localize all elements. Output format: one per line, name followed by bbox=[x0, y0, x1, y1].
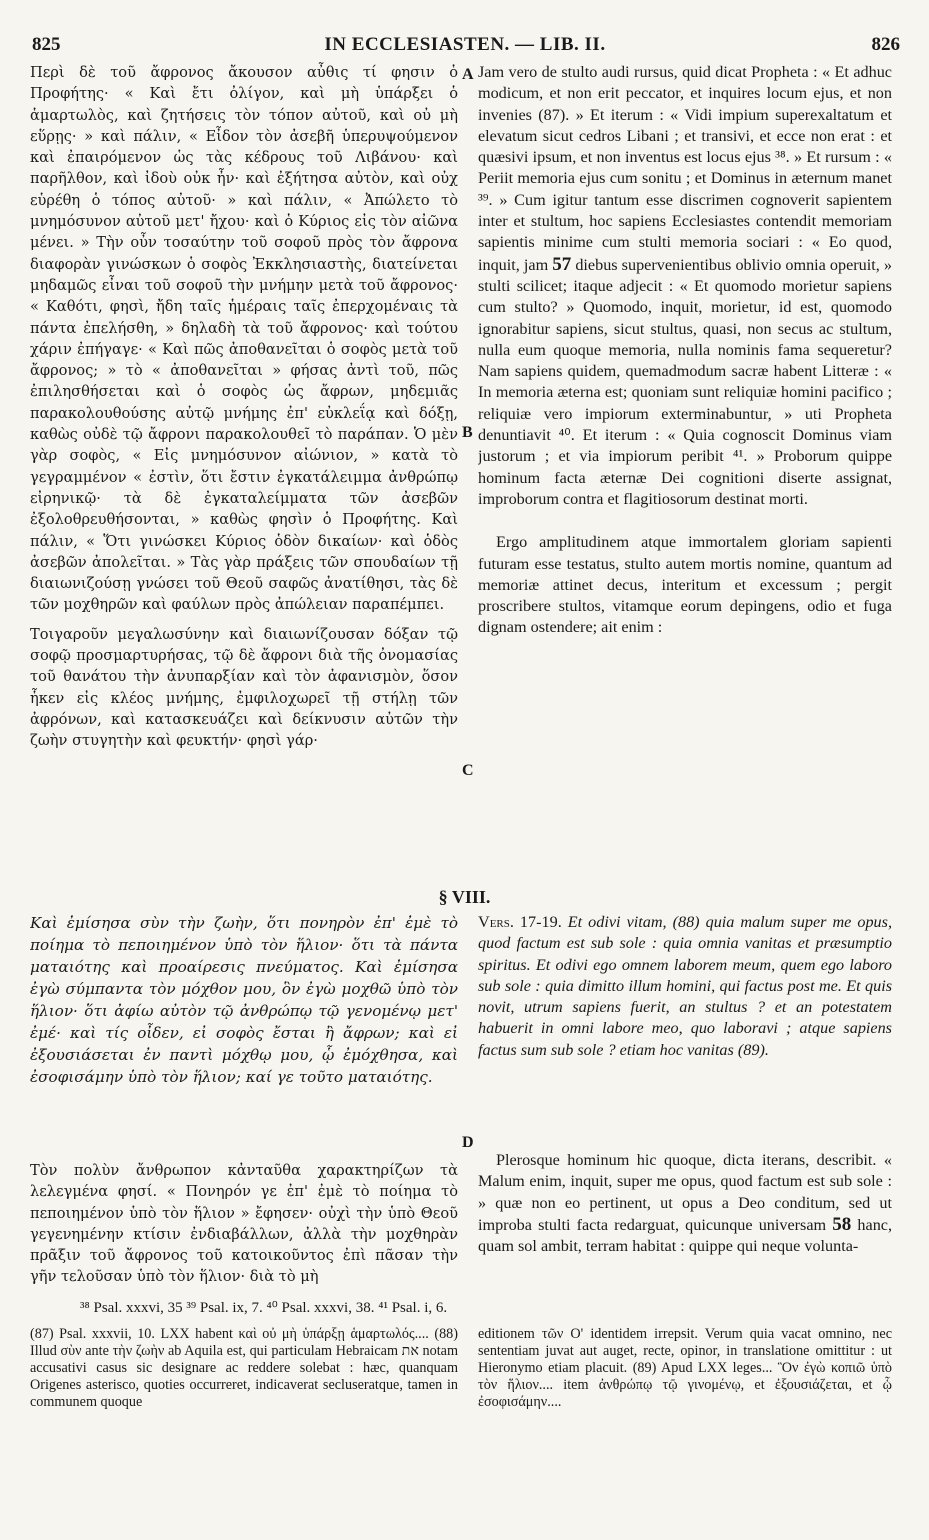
verse-text: Et odivi vitam, (88) quia malum super me opus, quod factum est sub sole : quia omnia vanitas et præsumptio spiritus. Et odivi ego omnem laborem meum, quem ego laboro sub sole : quia dimitto illum homini, qui factus post me. Et quis novit, utrum sapiens fuerit, an stultus ? et an potestatem habuerit in omni labore meo, quo laboravi ; atque sapiens factus sum sub sole ? etiam hoc vanitas (89). bbox=[478, 913, 892, 1059]
greek-commentary-bottom: Τὸν πολὺν ἄνθρωπον κἀνταῦθα χαρακτηρίζων τὰ λελεγμένα φησί. « Πονηρόν γε ἐπ' ἐμὲ τὸ ποίημα τὸ πεποιημένον ὑπὸ τὸν ἥλιον » ἔφησεν· οὐχὶ τὴν ὑπὸ Θεοῦ γεγενημένην κτίσιν ἐνδιαβάλλων, ἀλλὰ τὴν μοχθηρὰν πρᾶξιν τοῦ ἄφρονος τοῦ κατοικοῦντος ἐπὶ πᾶσαν τὴν γῆν τελοῦσαν ὑπὸ τὸν ἥλιον· διὰ τὸ μὴ bbox=[30, 1162, 458, 1286]
greek-paragraph: Τοιγαροῦν μεγαλωσύνην καὶ διαιωνίζουσαν δόξαν τῷ σοφῷ προσμαρτυρήσας, τῷ δὲ ἄφρονι διὰ τῆς ὀνομασίας τοῦ θανάτου τὴν ἀνυπαρξίαν καὶ τὸν ἀφανισμὸν, ὅσον ἧκεν εἰς κλέος μνήμης, ἐμφιλοχωρεῖ τῇ στήλῃ τῶν ἀφρόνων, καὶ κατασκευάζει καὶ δείκνυσιν αὐτῶν τὴν ζωὴν στυγητὴν καὶ φευκτήν· φησὶ γάρ· bbox=[30, 625, 458, 750]
editorial-notes-right: editionem τῶν Ο' identidem irrepsit. Verum quia vacat omnino, nec sententiam juvat aut auget, recte, opinor, in translatione omittitur : ut Hieronymo etiam placuit. (89) Apud LXX leges... Ὃν ἐγὼ κοπιῶ ὑπὸ τὸν ἥλιον.... item ἀνθρώπῳ τῷ γινομένῳ, et ἐξουσιάζεται, et ᾧ ἐσοφισάμην.... bbox=[478, 1326, 892, 1410]
editorial-notes-left: (87) Psal. xxxvii, 10. LXX habent καὶ οὐ μὴ ὑπάρξῃ ἁμαρτωλός.... (88) Illud σὺν ante τὴν ζωὴν ab Aquila est, qui particulam Hebraicam את notam accusativi casus sic designare ac reddere solebat : hæc, quanquam Origenes asterisco, quoties occurreret, indicaverat secluseratque, tamen in communem quoque bbox=[30, 1326, 458, 1410]
latin-column-top bbox=[478, 62, 892, 882]
greek-column-top bbox=[30, 62, 458, 882]
section-heading: § VIII. bbox=[438, 887, 491, 907]
greek-verse: Καὶ ἐμίσησα σὺν τὴν ζωὴν, ὅτι πονηρὸν ἐπ' ἐμὲ τὸ ποίημα τὸ πεποιημένον ὑπὸ τὸν ἥλιον· ὅτι τὰ πάντα ματαιότης καὶ προαίρεσις πνεύματος. Καὶ ἐμίσησα ἐγὼ σύμπαντα τὸν μόχθον μου, ὃν ἐγὼ μοχθῶ ὑπὸ τὸν ἥλιον· ὅτι ἀφίω αὐτὸν τῷ ἀνθρώπῳ τῷ γενομένῳ μετ' ἐμέ· καὶ τίς οἶδεν, εἰ σοφὸς ἔσται ἢ ἄφρων; καὶ εἰ ἐξουσιάσεται ἐν παντὶ μόχθῳ μου, ᾧ ἐμόχθησα, καὶ ἐσοφισάμην ὑπὸ τὸν ἥλιον; καί γε τοῦτο ματαιότης. bbox=[30, 914, 458, 1086]
page-number-right: 826 bbox=[871, 34, 900, 55]
scripture-references: ³⁸ Psal. xxxvi, 35 ³⁹ Psal. ix, 7. ⁴⁰ Psal. xxxvi, 38. ⁴¹ Psal. i, 6. bbox=[80, 1300, 448, 1316]
column-number: 58 bbox=[832, 1213, 852, 1235]
column-number: 57 bbox=[552, 253, 572, 275]
page-number-left: 825 bbox=[32, 34, 61, 55]
running-header bbox=[30, 34, 900, 60]
latin-text: Plerosque hominum hic quoque, dicta iterans, describit. « Malum enim, inquit, super me opus, quod factum est sub sole : » quæ non eo pertinent, ut opus a Deo conditum, sed ut improba stulti facta redarguat, quicunque universam bbox=[478, 1151, 892, 1234]
latin-text: Jam vero de stulto audi rursus, quid dicat Propheta : « Et adhuc modicum, et non erit peccator, et inquires locum ejus, et non invenies (87). » Et iterum : « Vidi impium superexaltatum et elevatum sicut cedros Libani ; et transivi, et ecce non erat : et quæsivi ipsum, et non inventus est locus ejus ³⁸. » Et rursum : « Periit memoria ejus cum sonitu ; et Dominus in æternum manet ³⁹. » Cum igitur tantum esse discrimen cognoverit sapientem inter et stultum, hoc sapiens Ecclesiastes contendit memoriam sapientis minime cum stulti memoria sociari : « Eo quod, inquit, jam bbox=[478, 63, 892, 274]
margin-letter-c: C bbox=[462, 762, 474, 779]
verse-label: Vers. 17-19. bbox=[478, 913, 562, 931]
latin-text: hanc, quam sol ambit, terram habitat : quippe qui neque volunta- bbox=[478, 1215, 892, 1256]
latin-paragraph bbox=[478, 1150, 892, 1257]
margin-letter-d: D bbox=[462, 1134, 474, 1151]
margin-letter-a: A bbox=[462, 66, 474, 83]
latin-text: diebus supervenientibus oblivio omnia operuit, » stulti scilicet; itaque adjecit : « Et quomodo morietur sapiens cum stulto? » Quomodo, inquit, morietur, id est, quomodo ignorabitur sapiens, sicut stultus, quasi, non secus ac stultum, nulla eum quoque memoria, nulla nominis fama sequeretur? Nam sapiens quidem, quemadmodum sacræ habent Litteræ : « In memoria æterna est; quoniam sunt reliquiæ homini pacifico ; reliquiæ vero impiorum exterminabuntur, » uti Propheta denuntiavit ⁴⁰. Et iterum : « Quia cognoscit Dominus viam justorum ; et via impiorum peribit ⁴¹. » Proborum quippe hominum facta æternæ Dei cognitioni diserte assignat, improborum contra et flagitiosorum destinat morti. bbox=[478, 255, 892, 508]
margin-letter-b: B bbox=[462, 424, 473, 441]
latin-verse bbox=[478, 912, 892, 1128]
latin-paragraph: Ergo amplitudinem atque immortalem gloriam sapienti futuram esse testatus, stulto autem mortis nomine, quantum ad memoriæ attinet decus, interitum et excessum ; pergit proscribere stultos, vitamque eorum depingens, odio et fuga dignam ostendere; ait enim : bbox=[478, 533, 892, 637]
latin-paragraph bbox=[478, 62, 892, 510]
running-title: IN ECCLESIASTEN. — LIB. II. bbox=[324, 34, 606, 55]
greek-paragraph: Περὶ δὲ τοῦ ἄφρονος ἄκουσον αὖθις τί φησιν ὁ Προφήτης· « Καὶ ἔτι ὀλίγον, καὶ μὴ ὑπάρξει ὁ ἁμαρτωλὸς, καὶ ζητήσεις τὸν τόπον αὐτοῦ, καὶ οὐ μὴ εὕρῃς· » καὶ πάλιν, « Εἶδον τὸν ἀσεβῆ ὑπερυψούμενον καὶ ἐπαιρόμενον ὡς τὰς κέδρους τοῦ Λιβάνου· καὶ παρῆλθον, καὶ ἰδοὺ οὐκ ἦν· καὶ ἐξήτησα αὐτὸν, καὶ οὐχ εὑρέθη ὁ τόπος αὐτοῦ· » καὶ πάλιν, « Ἀπώλετο τὸ μνημόσυνον αὐτοῦ μετ' ἤχου· καὶ ὁ Κύριος εἰς τὸν αἰῶνα μένει. » Τὴν οὖν τοσαύτην τοῦ σοφοῦ πρὸς τὸν ἄφρονα διαφορὰν γινώσκων ὁ σοφὸς Ἐκκλησιαστὴς, διατείνεται μηδαμῶς εἶναι τοῦ σοφοῦ τὴν μνήμην μετὰ τοῦ ἄφρονος· « Καθότι, φησὶ, ἤδη ταῖς ἡμέραις ταῖς ἐπερχομέναις τὰ πάντα ἐπελήσθη, » δηλαδὴ τὰ τοῦ ἄφρονος· καὶ τούτου χάριν ἐπήγαγε· « Καὶ πῶς ἀποθανεῖται ὁ σοφὸς μετὰ τοῦ ἄφρονος; » τὸ « ἀποθανεῖται » φήσας ἀντὶ τοῦ, πῶς ἐπιλησθήσεται καὶ ὁ σοφὸς ὡς ἄφρων, μηδεμιᾶς παρακολουθούσης αὐτῷ μνήμης ἐπ' εὐκλεΐᾳ καὶ δόξῃ, καθὼς οὐδὲ τῷ ἄφρονι παρακολουθεῖ τὸ παράπαν. Ὁ μὲν γὰρ σοφὸς, « Εἰς μνημόσυνον αἰώνιον, » κατὰ τὸ γεγραμμένον « ἐστὶν, ὅτι ἔστιν ἐγκατάλειμμα ἀνθρώπῳ εἰρηνικῷ· τὰ δὲ ἐγκαταλείμματα τῶν ἀσεβῶν ἐξολοθρευθήσονται, » καθὼς φησὶν ὁ Προφήτης. Καὶ πάλιν, « Ὅτι γινώσκει Κύριος ὁδὸν δικαίων· καὶ ὁδὸς ἀσεβῶν ἀπολεῖται. » Τὰς γὰρ πράξεις τῶν σπουδαίων τῇ διαιωνιζούσῃ γνώσει τοῦ Θεοῦ σαφῶς ἀνατίθησι, τὰς δὲ τῶν μοχθηρῶν καὶ φαύλων πρὸς ἀπώλειαν παραπέμπει. bbox=[30, 64, 458, 614]
latin-commentary-bottom bbox=[478, 1150, 892, 1292]
